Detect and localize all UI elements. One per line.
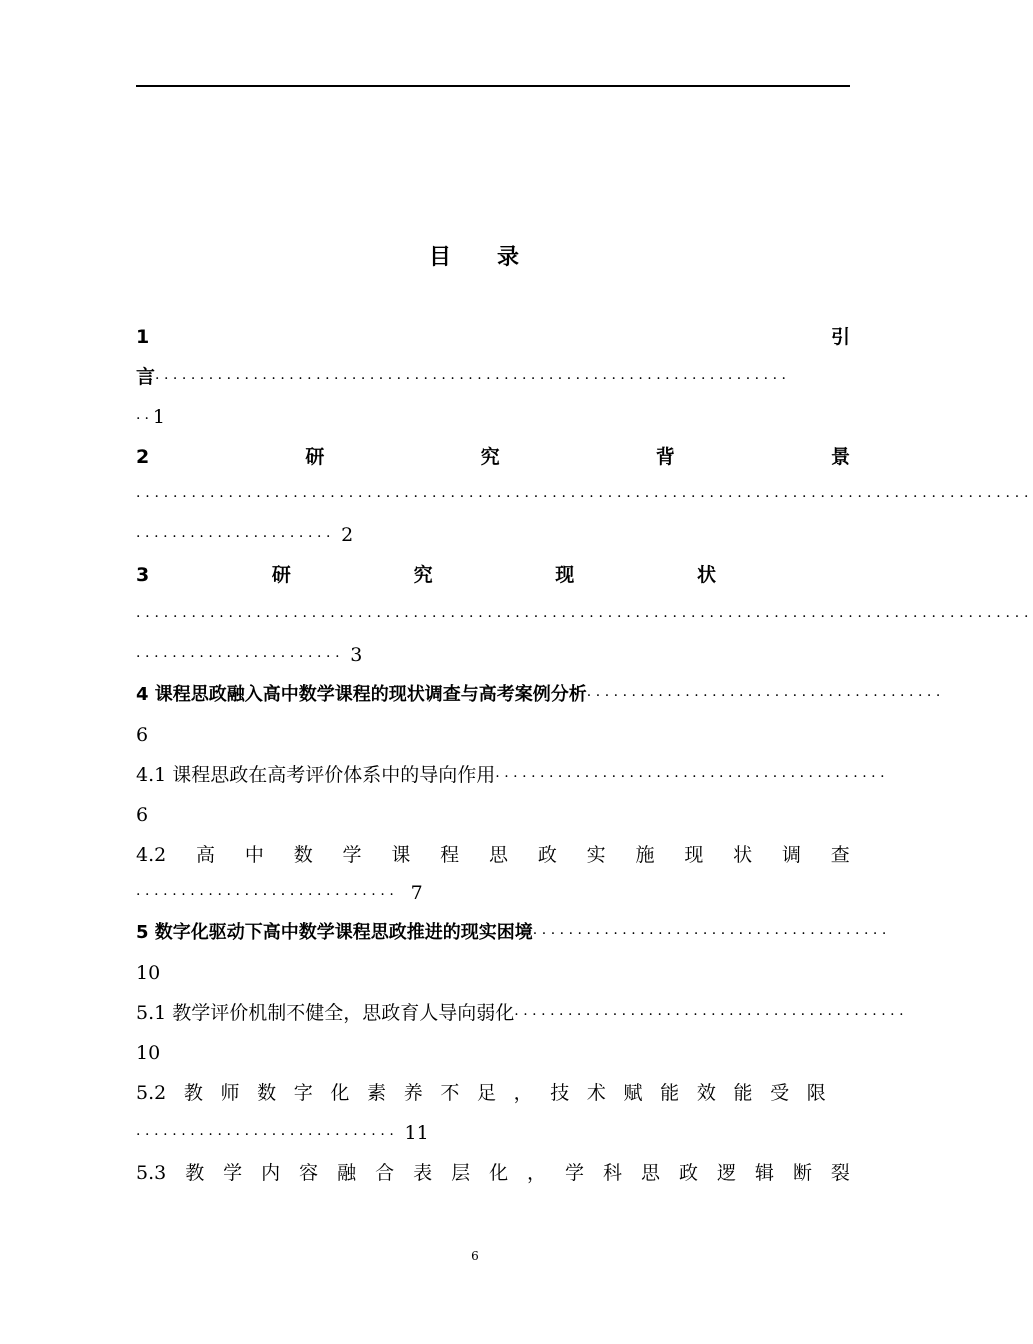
leader-dots: ········································ bbox=[586, 688, 945, 704]
header-rule bbox=[136, 85, 850, 87]
toc-entry-5-2-line-1[interactable] bbox=[136, 1076, 826, 1110]
toc-entry-4-1-line-1[interactable] bbox=[136, 758, 890, 792]
toc-entry-title-char: 中 bbox=[244, 844, 264, 866]
toc-entry-5-2-line-2[interactable] bbox=[136, 1116, 850, 1150]
toc-entry-title-char: 融 bbox=[337, 1162, 357, 1184]
toc-entry-title-char: 能 bbox=[733, 1082, 753, 1104]
toc-entry-title-char: 学 bbox=[342, 844, 362, 866]
toc-entry-title-char: 程 bbox=[440, 844, 460, 866]
toc-entry-title-char: 效 bbox=[696, 1082, 716, 1104]
toc-entry-page: 6 bbox=[136, 804, 149, 826]
toc-entry-title-char: 养 bbox=[403, 1082, 423, 1104]
toc-entry-2-line-1[interactable] bbox=[136, 440, 850, 474]
toc-entry-title-char: 断 bbox=[792, 1162, 812, 1184]
toc-entry-title-char: 学 bbox=[223, 1162, 243, 1184]
toc-entry-2-line-2 bbox=[136, 478, 1033, 512]
toc-entry-page: 3 bbox=[350, 644, 363, 666]
toc-entry-3-line-3[interactable] bbox=[136, 638, 850, 672]
toc-entry-number: 2 bbox=[136, 446, 150, 468]
toc-entry-title-char: 表 bbox=[413, 1162, 433, 1184]
page-number: 6 bbox=[471, 1249, 479, 1263]
toc-entry-title-char: 研 bbox=[305, 446, 325, 468]
toc-entry-title-char: 层 bbox=[451, 1162, 471, 1184]
toc-entry-title-char: 教 bbox=[183, 1082, 203, 1104]
leader-dots: ································································································· bbox=[136, 609, 1033, 625]
toc-entry-title-char: 限 bbox=[806, 1082, 826, 1104]
toc-title-char-2: 录 bbox=[497, 245, 522, 270]
toc-entry-title-char: 字 bbox=[293, 1082, 313, 1104]
toc-entry-title-char: 裂 bbox=[830, 1162, 850, 1184]
toc-entry-title-char: 数 bbox=[257, 1082, 277, 1104]
leader-dots: ······················· bbox=[136, 649, 345, 665]
toc-entry-title-char: 化 bbox=[330, 1082, 350, 1104]
toc-entry-title-char: 背 bbox=[655, 446, 675, 468]
toc-entry-title-char: 研 bbox=[271, 564, 291, 586]
toc-entry-5-line-1[interactable] bbox=[136, 916, 891, 950]
toc-entry-title-char: 技 bbox=[550, 1082, 570, 1104]
toc-entry-title-char: 现 bbox=[555, 564, 575, 586]
toc-entry-title-char: 现 bbox=[684, 844, 704, 866]
toc-entry-title-char: 逻 bbox=[716, 1162, 736, 1184]
toc-entry-title-char: 政 bbox=[678, 1162, 698, 1184]
toc-entry-number: 5.3 bbox=[136, 1162, 167, 1184]
toc-entry-number: 4.2 bbox=[136, 844, 167, 866]
leader-dots: ············································ bbox=[495, 769, 890, 785]
toc-entry-title-char: 实 bbox=[586, 844, 606, 866]
toc-entry-title-char: 究 bbox=[413, 564, 433, 586]
toc-entry-page: 10 bbox=[136, 962, 161, 984]
toc-entry-4-2-line-2[interactable] bbox=[136, 876, 850, 910]
toc-entry-title-char: 化 bbox=[489, 1162, 509, 1184]
toc-entry-title-char: 调 bbox=[781, 844, 801, 866]
toc-entry-title-char: 辑 bbox=[754, 1162, 774, 1184]
toc-entry-4-1-line-2 bbox=[136, 798, 850, 832]
toc-entry-title-char: 政 bbox=[537, 844, 557, 866]
toc-entry-title-char: 内 bbox=[261, 1162, 281, 1184]
toc-entry-3-line-1[interactable] bbox=[136, 558, 716, 592]
toc-entry-title-char: ， bbox=[527, 1162, 547, 1184]
toc-entry-5-1-line-2 bbox=[136, 1036, 850, 1070]
toc-entry-page: 11 bbox=[404, 1122, 429, 1144]
toc-entry-5-3-line-1[interactable] bbox=[136, 1156, 850, 1190]
toc-entry-title-char: 科 bbox=[603, 1162, 623, 1184]
leader-dots: ································································································· bbox=[136, 489, 1033, 505]
toc-entry-5-1-line-1[interactable] bbox=[136, 996, 909, 1030]
toc-entry-number: 5.2 bbox=[136, 1082, 167, 1104]
toc-entry-3-line-2 bbox=[136, 598, 1033, 632]
leader-dots: ············································ bbox=[514, 1007, 909, 1023]
toc-entry-title-char: 受 bbox=[770, 1082, 790, 1104]
toc-entry-title-char: 施 bbox=[635, 844, 655, 866]
toc-entry-title: 4 课程思政融入高中数学课程的现状调查与高考案例分析 bbox=[136, 684, 587, 705]
toc-entry-title: 4.1 课程思政在高考评价体系中的导向作用 bbox=[136, 764, 496, 786]
leader-dots: ······················ bbox=[136, 529, 336, 545]
toc-entry-5-line-2 bbox=[136, 956, 850, 990]
toc-entry-4-line-2 bbox=[136, 718, 850, 752]
leader-dots: ········································ bbox=[532, 926, 891, 942]
toc-entry-number: 3 bbox=[136, 564, 150, 586]
toc-entry-title-char: 容 bbox=[299, 1162, 319, 1184]
toc-entry-title-char: 状 bbox=[733, 844, 753, 866]
toc-entry-title-char: 能 bbox=[660, 1082, 680, 1104]
toc-entry-title-char: 合 bbox=[375, 1162, 395, 1184]
toc-entry-title-char: ， bbox=[513, 1082, 533, 1104]
toc-entry-title-char: 思 bbox=[489, 844, 509, 866]
toc-title bbox=[0, 240, 950, 271]
toc-entry-title-char: 教 bbox=[185, 1162, 205, 1184]
toc-entry-page: 6 bbox=[136, 724, 149, 746]
toc-entry-title-part: 言 bbox=[136, 366, 156, 388]
toc-entry-title-part: 引 bbox=[830, 326, 850, 348]
toc-entry-page: 7 bbox=[410, 882, 423, 904]
toc-entry-4-2-line-1[interactable] bbox=[136, 838, 850, 872]
toc-entry-title-char: 素 bbox=[367, 1082, 387, 1104]
leader-dots: ·· bbox=[136, 411, 153, 427]
toc-entry-title-char: 术 bbox=[586, 1082, 606, 1104]
toc-title-char-1: 目 bbox=[428, 245, 453, 270]
toc-entry-1-line-3[interactable] bbox=[136, 400, 850, 434]
toc-entry-page: 10 bbox=[136, 1042, 161, 1064]
toc-entry-page: 2 bbox=[341, 524, 354, 546]
toc-entry-title: 5.1 教学评价机制不健全，思政育人导向弱化 bbox=[136, 1002, 515, 1024]
toc-entry-title-char: 学 bbox=[565, 1162, 585, 1184]
toc-entry-title-char: 足 bbox=[476, 1082, 496, 1104]
leader-dots: ····························· bbox=[136, 1127, 399, 1143]
leader-dots: ····························· bbox=[136, 887, 399, 903]
toc-entry-title-char: 究 bbox=[480, 446, 500, 468]
toc-entry-title-char: 高 bbox=[196, 844, 216, 866]
toc-entry-title-char: 师 bbox=[220, 1082, 240, 1104]
toc-entry-title-char: 景 bbox=[830, 446, 850, 468]
toc-entry-4-line-1[interactable] bbox=[136, 678, 945, 712]
toc-entry-title-char: 查 bbox=[830, 844, 850, 866]
toc-entry-title-char: 课 bbox=[391, 844, 411, 866]
toc-entry-title-char: 思 bbox=[641, 1162, 661, 1184]
toc-entry-page: 1 bbox=[152, 406, 165, 428]
leader-dots: ······································································· bbox=[155, 371, 791, 387]
toc-entry-title: 5 数字化驱动下高中数学课程思政推进的现实困境 bbox=[136, 922, 533, 943]
toc-entry-2-line-3[interactable] bbox=[136, 518, 850, 552]
toc-entry-1-line-2[interactable] bbox=[136, 360, 850, 394]
toc-entry-title-char: 不 bbox=[440, 1082, 460, 1104]
toc-entry-title-char: 状 bbox=[696, 564, 716, 586]
toc-entry-title-char: 数 bbox=[293, 844, 313, 866]
toc-entry-title-char: 赋 bbox=[623, 1082, 643, 1104]
toc-entry-number: 1 bbox=[136, 326, 150, 348]
toc-entry-1-line-1[interactable] bbox=[136, 320, 850, 354]
